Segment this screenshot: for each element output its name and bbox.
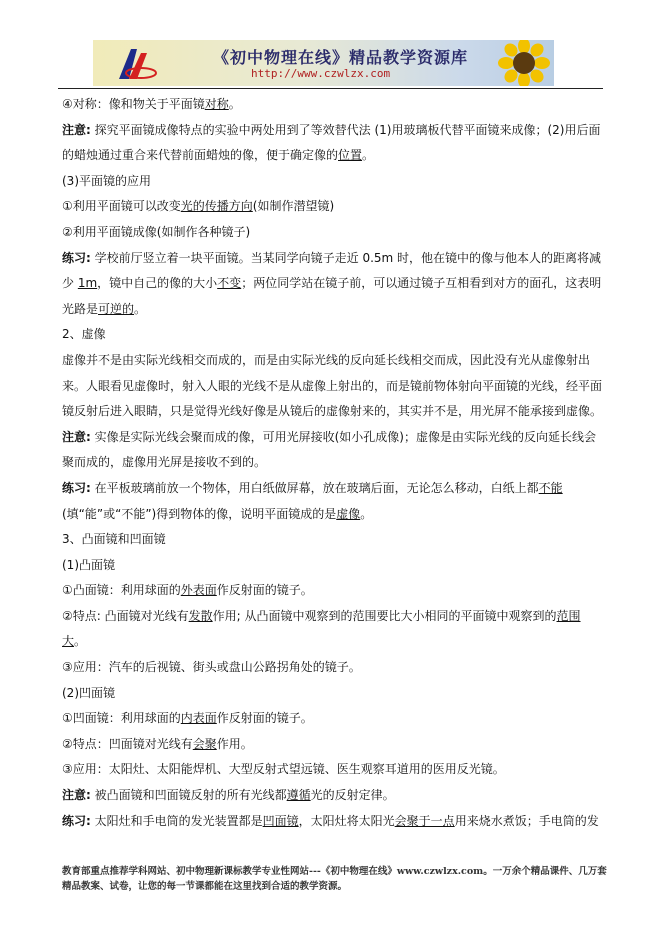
text-run: 探究平面镜成像特点的实验中两处用到了等效替代法 (1)用玻璃板代替平面镜来成像；(2)用后面的蜡烛通过重合来代替前面蜡烛的像，便于确定像的 (62, 122, 601, 163)
paragraph (62, 578, 602, 604)
answer-underlined: 凹面镜 (262, 813, 299, 828)
sunflower-icon (494, 40, 554, 86)
text-run: (2)凹面镜 (62, 685, 115, 700)
text-run: 在平板玻璃前放一个物体，用白纸做屏幕，放在玻璃后面，无论怎么移动，白纸上都 (90, 480, 539, 495)
text-run: ②特点：凹面镜对光线有 (62, 736, 193, 751)
paragraph (62, 118, 602, 169)
text-run: 2、虚像 (62, 327, 106, 342)
paragraph (62, 732, 602, 758)
answer-underlined: 范围大 (62, 608, 581, 649)
answer-underlined: 对称 (204, 97, 229, 111)
paragraph (62, 348, 602, 425)
text-run: ，太阳灶将太阳光 (298, 813, 395, 828)
text-run: ①凸面镜：利用球面的 (62, 583, 181, 598)
text-run: 实像是实际光线会聚而成的像，可用光屏接收(如小孔成像)；虚像是由实际光线的反向延长线会聚而成的，虚像用光屏是接收不到的。 (62, 429, 596, 470)
header-rule (58, 88, 603, 89)
text-run: 作用; 从凸面镜中观察到的范围要比大小相同的平面镜中观察到的 (212, 608, 557, 623)
text-run: ①利用平面镜可以改变 (62, 199, 181, 214)
paragraph (62, 194, 602, 220)
paragraph (62, 425, 602, 476)
text-run: 。 (228, 97, 241, 111)
text-run: 虚像并不是由实际光线相交而成的，而是由实际光线的反向延长线相交而成，因此没有光从虚像射出来。人眼看见虚像时，射入人眼的光线不是从虚像上射出的，而是镜前物体射向平面镜的光线，经平面镜反射后进入眼睛，只是觉得光线好像是从镜后的虚像射来的，其实并不是，用光屏不能承接到虚像。 (62, 352, 603, 419)
paragraph (62, 809, 602, 835)
answer-underlined: 不能 (538, 480, 563, 495)
answer-underlined: 虚像 (336, 506, 361, 521)
text-run: ③应用：汽车的后视镜、街头或盘山公路拐角处的镜子。 (62, 660, 361, 675)
text-run: 。 (360, 506, 373, 521)
paragraph (62, 706, 602, 732)
answer-underlined: 会聚于一点 (394, 813, 455, 828)
text-run: 被凸面镜和凹面镜反射的所有光线都 (90, 788, 287, 803)
paragraph (62, 783, 602, 809)
answer-underlined: 不变 (217, 276, 242, 291)
site-url: http://www.czwlzx.com (251, 67, 391, 80)
paragraph (62, 681, 602, 707)
text-run: ，镜中自己的像的大小 (97, 276, 218, 291)
paragraph (62, 246, 602, 323)
text-run: (如制作潜望镜) (252, 199, 335, 214)
paragraph (62, 604, 602, 655)
paragraph (62, 92, 602, 118)
answer-underlined: 位置 (338, 148, 363, 163)
text-run: 作用。 (216, 736, 253, 751)
answer-underlined: 会聚 (192, 736, 217, 751)
paragraph (62, 476, 602, 527)
text-run: 作反射面的镜子。 (216, 583, 313, 598)
text-run: 太阳灶和手电筒的发光装置都是 (90, 813, 263, 828)
paragraph (62, 220, 602, 246)
header-banner (93, 40, 554, 86)
text-run: 作反射面的镜子。 (216, 711, 313, 726)
text-run: 3、凸面镜和凹面镜 (62, 532, 166, 547)
label-bold: 注意: (62, 788, 91, 803)
text-run: 。 (362, 148, 375, 163)
label-bold: 练习: (62, 813, 91, 828)
answer-underlined: 可逆的 (98, 301, 135, 316)
label-bold: 练习: (62, 250, 91, 265)
text-run: 学校前厅竖立着一块平面镜。当某同学向镜子走近 0.5m 时，他在镜中的像与他本人的距离将减少 (62, 250, 602, 291)
answer-underlined: 内表面 (180, 711, 217, 726)
text-run: ②特点: 凸面镜对光线有 (62, 608, 189, 623)
paragraph (62, 527, 602, 553)
answer-underlined: 发散 (188, 608, 213, 623)
document-body (62, 92, 602, 834)
paragraph (62, 757, 602, 783)
text-run: (3)平面镜的应用 (62, 173, 151, 188)
text-run: ②利用平面镜成像(如制作各种镜子) (62, 224, 251, 239)
text-run: ①凹面镜：利用球面的 (62, 711, 181, 726)
paragraph (62, 322, 602, 348)
logo-icon (115, 45, 157, 81)
text-run: 光的反射定律。 (310, 788, 395, 803)
paragraph (62, 169, 602, 195)
page-footer: 教育部重点推荐学科网站、初中物理新课标教学专业性网站---《初中物理在线》www.czwlzx.com。一万余个精品课件、几万套精品教案、试卷，让您的每一节课都能在这里找到合适的教学资源。 (62, 866, 607, 892)
text-run: ③应用：太阳灶、太阳能焊机、大型反射式望远镜、医生观察耳道用的医用反光镜。 (62, 762, 505, 777)
label-bold: 注意: (62, 429, 91, 444)
text-run: ；两位同学站在镜子前，可以通过镜子互相看到对方的面孔，这表明光路是 (62, 276, 602, 316)
paragraph (62, 553, 602, 579)
text-run: 。 (134, 301, 147, 316)
text-run: ④对称：像和物关于平面镜 (62, 97, 205, 111)
label-bold: 练习: (62, 480, 91, 495)
text-run: 用来烧水煮饭；手电筒的发 (454, 813, 599, 828)
answer-underlined: 外表面 (180, 583, 217, 598)
answer-underlined: 1m (77, 276, 98, 291)
text-run: (填“能”或“不能”)得到物体的像，说明平面镜成的是 (62, 506, 337, 521)
answer-underlined: 光的传播方向 (180, 199, 253, 214)
answer-underlined: 遵循 (286, 788, 311, 803)
label-bold: 注意: (62, 122, 91, 137)
paragraph (62, 655, 602, 681)
text-run: (1)凸面镜 (62, 557, 115, 572)
text-run: 。 (74, 634, 87, 649)
site-title: 《初中物理在线》精品教学资源库 (213, 48, 469, 67)
